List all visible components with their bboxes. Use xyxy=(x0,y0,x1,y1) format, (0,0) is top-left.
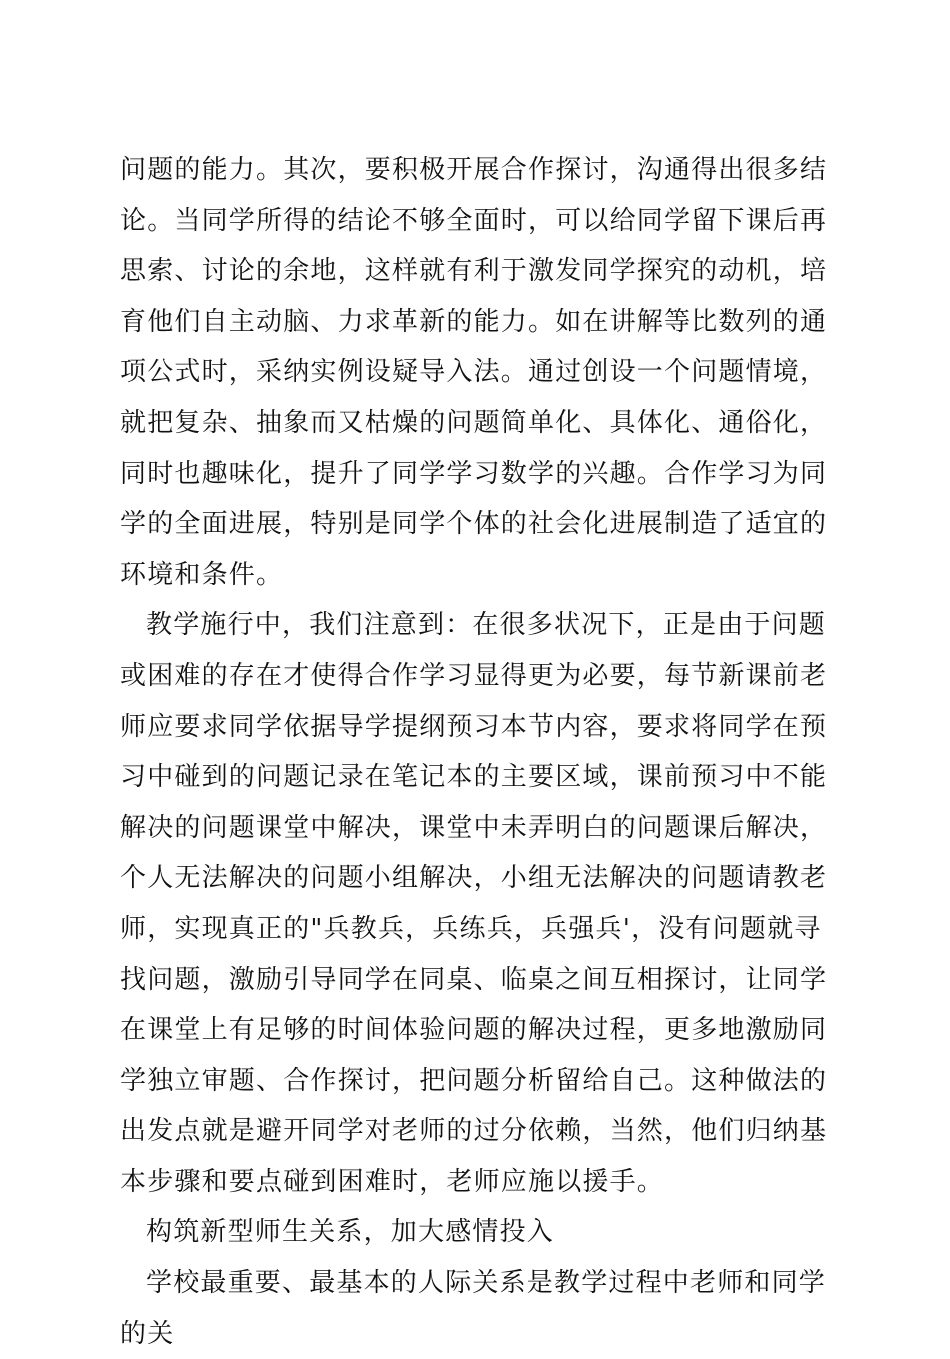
paragraph-3: 学校最重要、最基本的人际关系是教学过程中老师和同学的关 xyxy=(120,1268,827,1349)
paragraph-2: 教学施行中，我们注意到：在很多状况下，正是由于问题或困难的存在才使得合作学习显得更为必要，每节新课前老师应要求同学依据导学提纲预习本节内容，要求将同学在预习中碰到的问题记录在笔记本的主要区域，课前预习中不能解决的问题课堂中解决，课堂中未弄明白的问题课后解决，个人无法解决的问题小组解决，小组无法解决的问题请教老师，实现真正的"兵教兵，兵练兵，兵强兵'，没有问题就寻找问题，激励引导同学在同桌、临桌之间互相探讨，让同学在课堂上有足够的时间体验问题的解决过程，更多地激励同学独立审题、合作探讨，把问题分析留给自己。这种做法的出发点就是避开同学对老师的过分依赖，当然，他们归纳基本步骤和要点碰到困难时，老师应施以援手。 xyxy=(120,610,828,1197)
paragraph-1: 问题的能力。其次，要积极开展合作探讨，沟通得出很多结论。当同学所得的结论不够全面时，可以给同学留下课后再思索、讨论的余地，这样就有利于激发同学探究的动机，培育他们自主动脑、力求革新的能力。如在讲解等比数列的通项公式时，采纳实例设疑导入法。通过创设一个问题情境，就把复杂、抽象而又枯燥的问题简单化、具体化、通俗化，同时也趣味化，提升了同学学习数学的兴趣。合作学习为同学的全面进展，特别是同学个体的社会化进展制造了适宜的环境和条件。 xyxy=(120,155,828,590)
document-body xyxy=(120,145,840,1359)
section-heading: 构筑新型师生关系，加大感情投入 xyxy=(146,1217,555,1248)
